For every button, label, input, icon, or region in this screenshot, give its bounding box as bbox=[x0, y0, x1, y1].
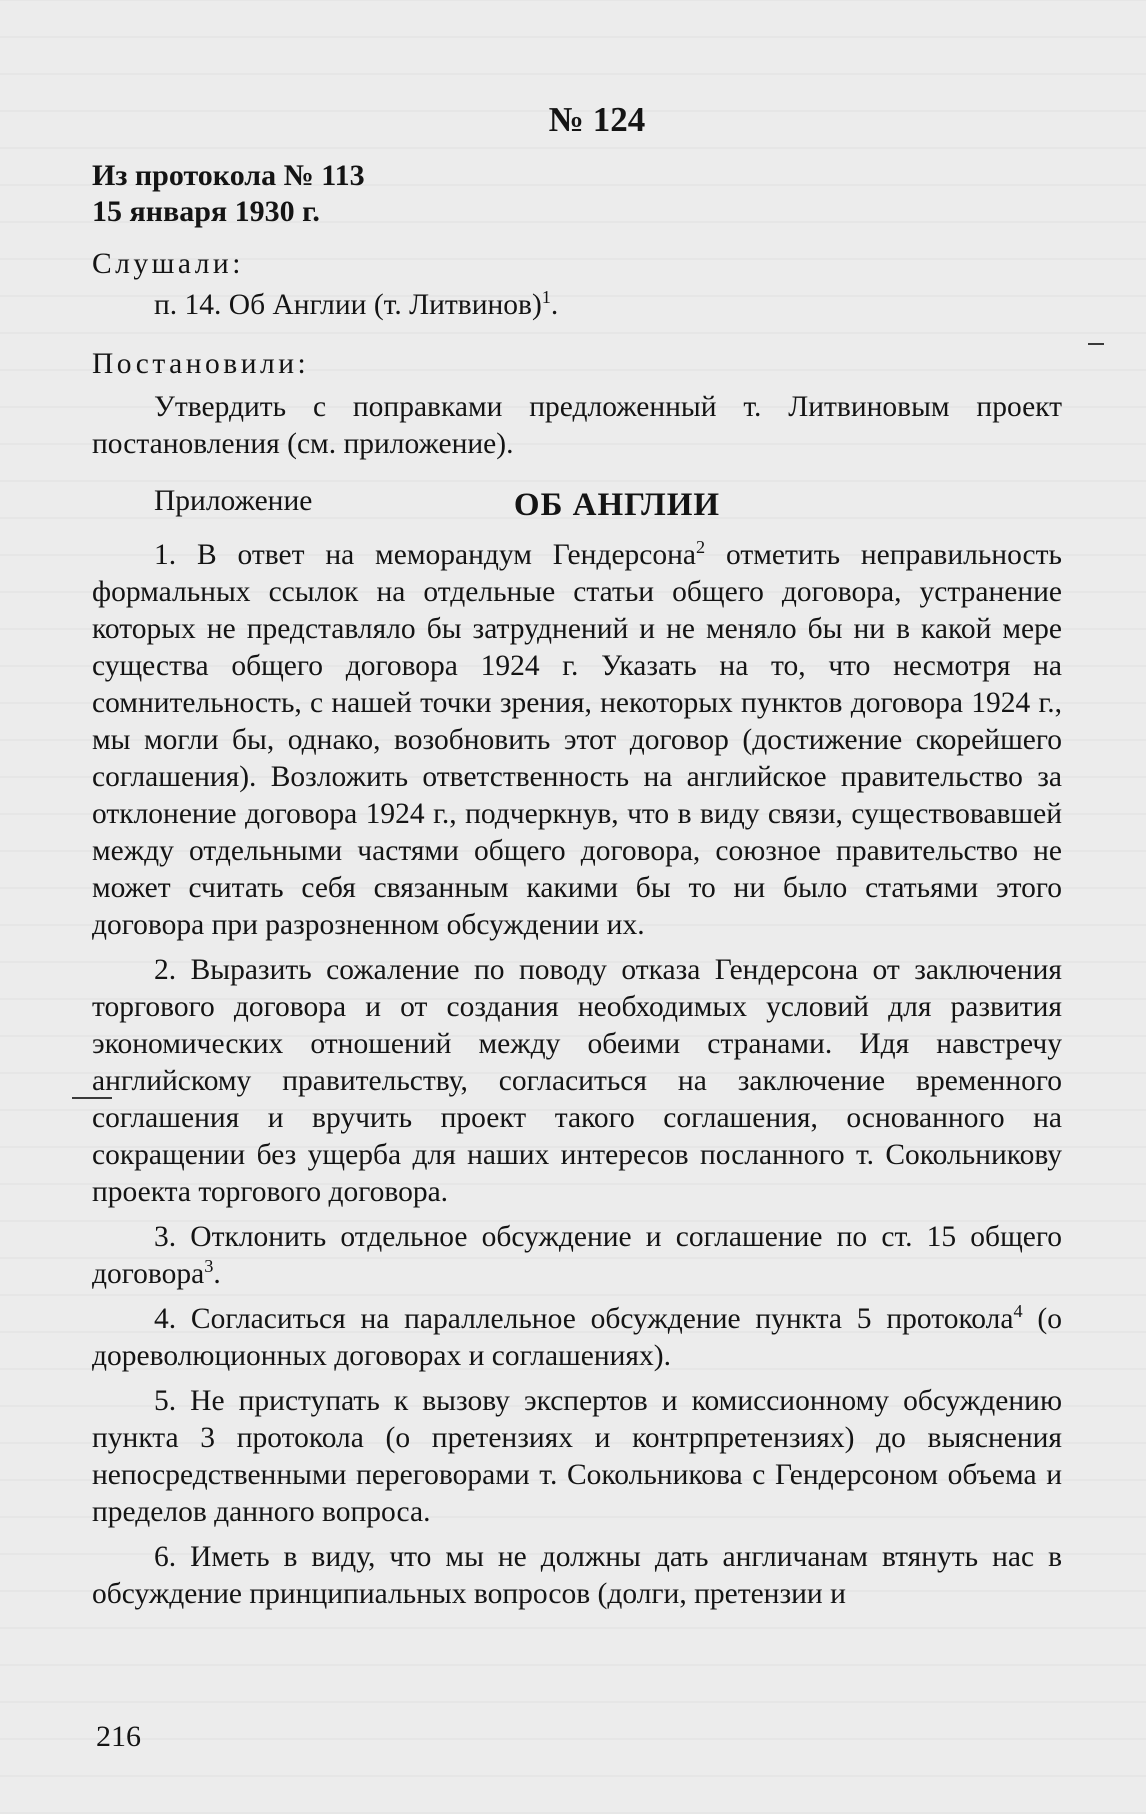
resolved-label: Постановили: bbox=[92, 348, 310, 380]
paragraph-1-start: 1. В ответ на меморандум Гендерсона bbox=[154, 539, 697, 571]
paragraph-2: 2. Выразить сожаление по поводу отказа Гендерсона от заключения торгового договора и от создания необходимых условий для развития экономических отношений между обеими странами. Идя навстречу английскому правительству, согласиться на заключение временного соглашения и вручить проект такого соглашения, основанного на сокращении без ущерба для наших интересов посланного т. Сокольникову проекта торгового договора. bbox=[92, 954, 1062, 1208]
appendix-label: Приложение bbox=[154, 485, 313, 517]
heard-item bbox=[92, 287, 1062, 324]
protocol-title: Из протокола № 113 bbox=[92, 159, 365, 192]
paragraph-3 bbox=[92, 1219, 1062, 1293]
document-number: № 124 bbox=[548, 100, 646, 139]
paragraph-6: 6. Иметь в виду, что мы не должны дать англичанам втянуть нас в обсуждение принципиальных вопросов (долги, претензии и bbox=[92, 1541, 1062, 1610]
paragraph-5: 5. Не приступать к вызову экспертов и комиссионному обсуждению пункта 3 протокола (о претензиях и контрпретензиях) до выяснения непосредственными переговорами т. Сокольникова с Гендерсоном объема и пределов данного вопроса. bbox=[92, 1385, 1062, 1528]
paragraph-3-start: 3. Отклонить отдельное обсуждение и соглашение по ст. 15 общего договора bbox=[92, 1221, 1062, 1290]
protocol-header bbox=[92, 158, 1062, 230]
scan-mark-right bbox=[1088, 343, 1104, 345]
footnote-ref-1: 1 bbox=[541, 287, 551, 308]
paragraph-4-start: 4. Согласиться на параллельное обсуждение пункта 5 протокола bbox=[154, 1303, 1014, 1335]
footnote-ref-2: 2 bbox=[696, 537, 706, 558]
footnote-ref-4: 4 bbox=[1013, 1301, 1023, 1322]
heard-label: Слушали: bbox=[92, 248, 244, 280]
document-content bbox=[92, 92, 1062, 1613]
paragraph-1 bbox=[92, 537, 1062, 944]
paragraph-1-rest: отметить неправильность формальных ссылок на отдельные статьи общего договора, устранение которых не представляло бы затруднений и не меняло бы ни в какой мере существа общего договора 1924 г. Указать на то, что несмотря на сомнительность, с нашей точки зрения, некоторых пунктов договора 1924 г., мы могли бы, однако, возобновить этот договор (достижение скорейшего соглашения). Возложить ответственность на английское правительство за отклонение договора 1924 г., подчеркнув, что в виду связи, существовавшей между отдельными частями общего договора, союзное правительство не может считать себя связанным какими бы то ни было статьями этого договора при разрозненном обсуждении их. bbox=[92, 539, 1062, 941]
appendix-row bbox=[92, 477, 1062, 529]
footnote-ref-3: 3 bbox=[204, 1256, 214, 1277]
section-title: ОБ АНГЛИИ bbox=[513, 487, 721, 523]
paragraph-3-end: . bbox=[213, 1258, 221, 1290]
page-number: 216 bbox=[96, 1720, 141, 1753]
resolved-text: Утвердить с поправками предложенный т. Литвиновым проект постановления (см. приложение). bbox=[92, 391, 1062, 460]
paragraph-4-rest: (о дореволюционных договорах и соглашениях). bbox=[92, 1303, 1062, 1372]
protocol-date: 15 января 1930 г. bbox=[92, 195, 320, 228]
paragraph-4 bbox=[92, 1301, 1062, 1375]
heard-item-text: п. 14. Об Англии (т. Литвинов) bbox=[154, 289, 542, 321]
heard-item-end: . bbox=[550, 289, 559, 321]
